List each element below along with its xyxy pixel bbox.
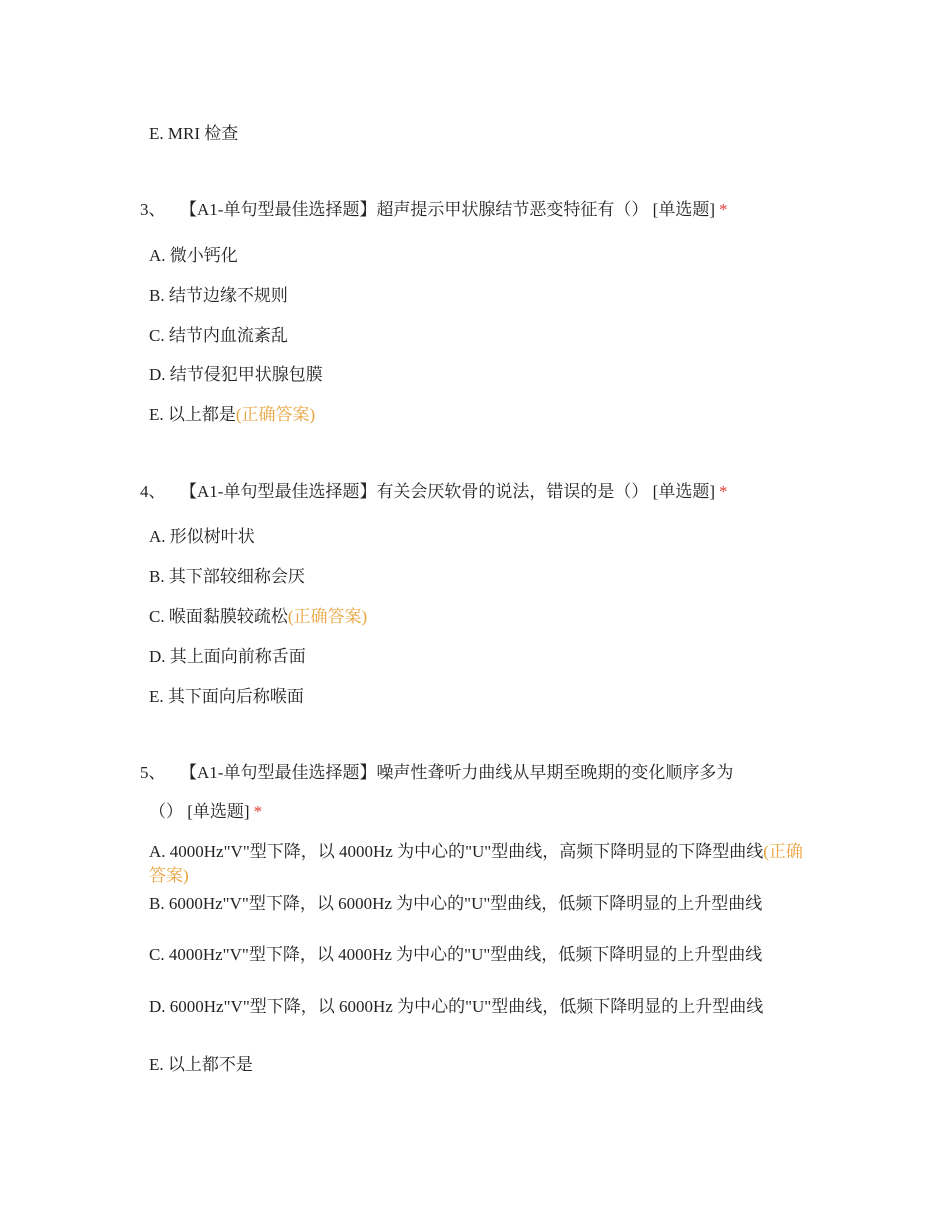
option-c: C. 结节内血流紊乱 xyxy=(149,326,288,345)
option-e: E. 以上都不是 xyxy=(149,1055,253,1074)
required-mark: * xyxy=(719,482,728,501)
question-5-title xyxy=(140,761,733,785)
correct-answer-tag: (正确答案) xyxy=(287,607,368,626)
question-number: 3、 xyxy=(140,200,166,219)
option-e: E. 其下面向后称喉面 xyxy=(149,687,304,706)
question-number: 5、 xyxy=(140,763,166,782)
option-text: E. 以上都是 xyxy=(149,405,236,424)
option-d: D. 其上面向前称舌面 xyxy=(149,647,306,666)
option-a: A. 微小钙化 xyxy=(149,246,238,265)
correct-answer-tag: (正确答案) xyxy=(235,405,316,424)
option-c: C. 4000Hz"V"型下降，以 4000Hz 为中心的"U"型曲线，低频下降明显的上升型曲线 xyxy=(149,945,763,964)
question-text: 【A1-单句型最佳选择题】有关会厌软骨的说法，错误的是（） [单选题] xyxy=(180,482,716,501)
question-text: 【A1-单句型最佳选择题】噪声性聋听力曲线从早期至晚期的变化顺序多为 xyxy=(180,763,734,782)
required-mark: * xyxy=(253,802,263,821)
correct-answer-tag: (正确答案) xyxy=(149,842,803,885)
question-4-title xyxy=(140,480,728,504)
option-c xyxy=(149,605,367,629)
prev-question-option-e: E. MRI 检查 xyxy=(149,124,239,143)
question-5-title-cont xyxy=(149,800,262,824)
question-number: 4、 xyxy=(140,482,166,501)
question-text: 【A1-单句型最佳选择题】超声提示甲状腺结节恶变特征有（） [单选题] xyxy=(180,200,716,219)
required-mark: * xyxy=(719,200,728,219)
option-d: D. 结节侵犯甲状腺包膜 xyxy=(149,365,323,384)
option-e xyxy=(149,403,315,427)
option-text: C. 喉面黏膜较疏松 xyxy=(149,607,288,626)
option-text: A. 4000Hz"V"型下降，以 4000Hz 为中心的"U"型曲线，高频下降明显的下降型曲线 xyxy=(149,842,764,861)
option-b: B. 其下部较细称会厌 xyxy=(149,567,305,586)
question-text: （） [单选题] xyxy=(149,802,250,821)
question-3-title xyxy=(140,198,728,222)
option-b: B. 6000Hz"V"型下降，以 6000Hz 为中心的"U"型曲线，低频下降明显的上升型曲线 xyxy=(149,894,763,913)
option-a xyxy=(149,840,809,888)
option-d: D. 6000Hz"V"型下降，以 6000Hz 为中心的"U"型曲线，低频下降明显的上升型曲线 xyxy=(149,997,764,1016)
option-b: B. 结节边缘不规则 xyxy=(149,286,288,305)
option-a: A. 形似树叶状 xyxy=(149,527,255,546)
